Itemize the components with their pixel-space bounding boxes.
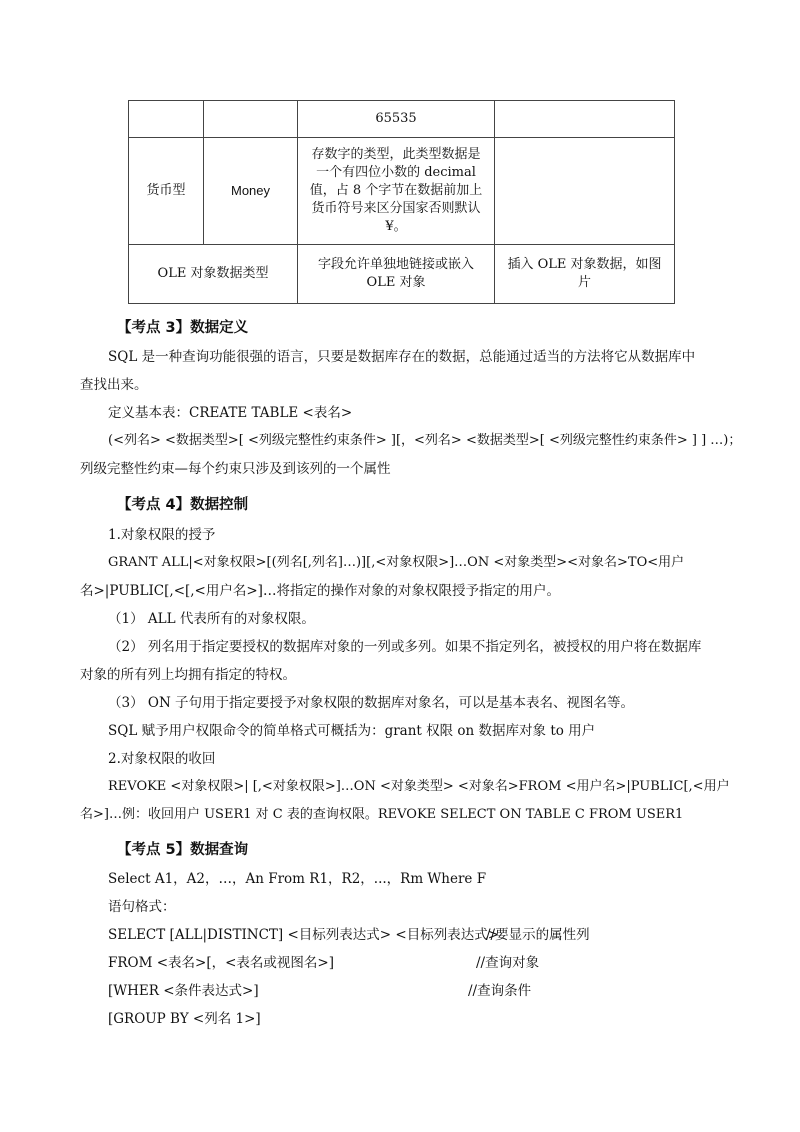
- code-comment: //要显示的属性列: [486, 927, 590, 943]
- cell-line: 插入 OLE 对象数据，如图: [507, 257, 662, 272]
- table-cell: 65535: [298, 101, 495, 138]
- type-description-cell: [298, 138, 495, 245]
- cell-line: 片: [577, 275, 591, 290]
- cell-line: 货币符号来区分国家否则默认: [311, 201, 481, 216]
- paragraph-line: 对象的所有列上均拥有指定的特权。: [80, 667, 296, 683]
- paragraph-line: Select A1，A2，…，An From R1，R2，...，Rm Where F: [108, 871, 487, 887]
- paragraph-line: 列级完整性约束—每个约束只涉及到该列的一个属性: [80, 461, 391, 477]
- data-type-table: [128, 100, 675, 304]
- paragraph-line: （1） ALL 代表所有的对象权限。: [108, 611, 315, 627]
- code-comment: //查询条件: [468, 983, 532, 999]
- type-example-cell: [495, 245, 675, 304]
- paragraph-line: GRANT ALL|<对象权限>[(列名[,列名]…)][,<对象权限>]…ON <对象类型><对象名>TO<用户: [108, 555, 685, 570]
- type-name-cell: OLE 对象数据类型: [129, 245, 298, 304]
- code-line: [GROUP BY <列名 1>]: [108, 1011, 261, 1027]
- table-row: [129, 245, 675, 304]
- paragraph-line: 语句格式：: [108, 899, 176, 915]
- type-keyword-cell: Money: [204, 138, 298, 245]
- type-name-cell: 货币型: [129, 138, 204, 245]
- table-cell: [495, 138, 675, 245]
- code-comment: //查询对象: [476, 955, 540, 971]
- paragraph-line: (<列名> <数据类型>[ <列级完整性约束条件> ][，<列名> <数据类型>[ <列级完整性约束条件> ] ] …)；: [108, 433, 742, 448]
- cell-line: 一个有四位小数的 decimal: [316, 165, 476, 180]
- table-row: [129, 101, 675, 138]
- section-heading-3: 【考点 3】数据定义: [117, 320, 249, 336]
- paragraph-line: 2.对象权限的收回: [108, 751, 216, 767]
- paragraph-line: （3） ON 子句用于指定要授予对象权限的数据库对象名，可以是基本表名、视图名等。: [108, 695, 635, 711]
- paragraph-line: 定义基本表：CREATE TABLE <表名>: [108, 405, 353, 421]
- paragraph-line: 名>|PUBLIC[,<[,<用户名>]…将指定的操作对象的对象权限授予指定的用户。: [80, 583, 560, 599]
- type-description-cell: [298, 245, 495, 304]
- cell-line: 字段允许单独地链接或嵌入: [317, 257, 474, 272]
- paragraph-line: SQL 是一种查询功能很强的语言，只要是数据库存在的数据，总能通过适当的方法将它从数据库中: [108, 349, 696, 365]
- paragraph-line: REVOKE <对象权限>| [,<对象权限>]…ON <对象类型> <对象名>FROM <用户名>|PUBLIC[,<用户: [108, 779, 730, 794]
- paragraph-line: （2） 列名用于指定要授权的数据库对象的一列或多列。如果不指定列名，被授权的用户将在数据库: [108, 639, 702, 655]
- code-line: SELECT [ALL|DISTINCT] <目标列表达式> <目标列表达式>: [108, 927, 500, 943]
- cell-line: 存数字的类型，此类型数据是: [311, 147, 481, 162]
- code-line: FROM <表名>[，<表名或视图名>]: [108, 955, 334, 971]
- section-heading-5: 【考点 5】数据查询: [117, 842, 249, 858]
- paragraph-line: 查找出来。: [80, 377, 148, 393]
- table-cell: [495, 101, 675, 138]
- table-row: [129, 138, 675, 245]
- section-heading-4: 【考点 4】数据控制: [117, 497, 249, 513]
- table-cell: [204, 101, 298, 138]
- cell-line: 值，占 8 个字节在数据前加上: [309, 183, 483, 198]
- cell-line: ¥。: [385, 219, 407, 234]
- paragraph-line: 名>]…例：收回用户 USER1 对 C 表的查询权限。REVOKE SELECT ON TABLE C FROM USER1: [80, 807, 684, 822]
- paragraph-line: SQL 赋予用户权限命令的简单格式可概括为：grant 权限 on 数据库对象 to 用户: [108, 723, 596, 739]
- table-cell: [129, 101, 204, 138]
- cell-line: OLE 对象: [366, 275, 426, 290]
- paragraph-line: 1.对象权限的授予: [108, 527, 216, 543]
- code-line: [WHER <条件表达式>]: [108, 983, 259, 999]
